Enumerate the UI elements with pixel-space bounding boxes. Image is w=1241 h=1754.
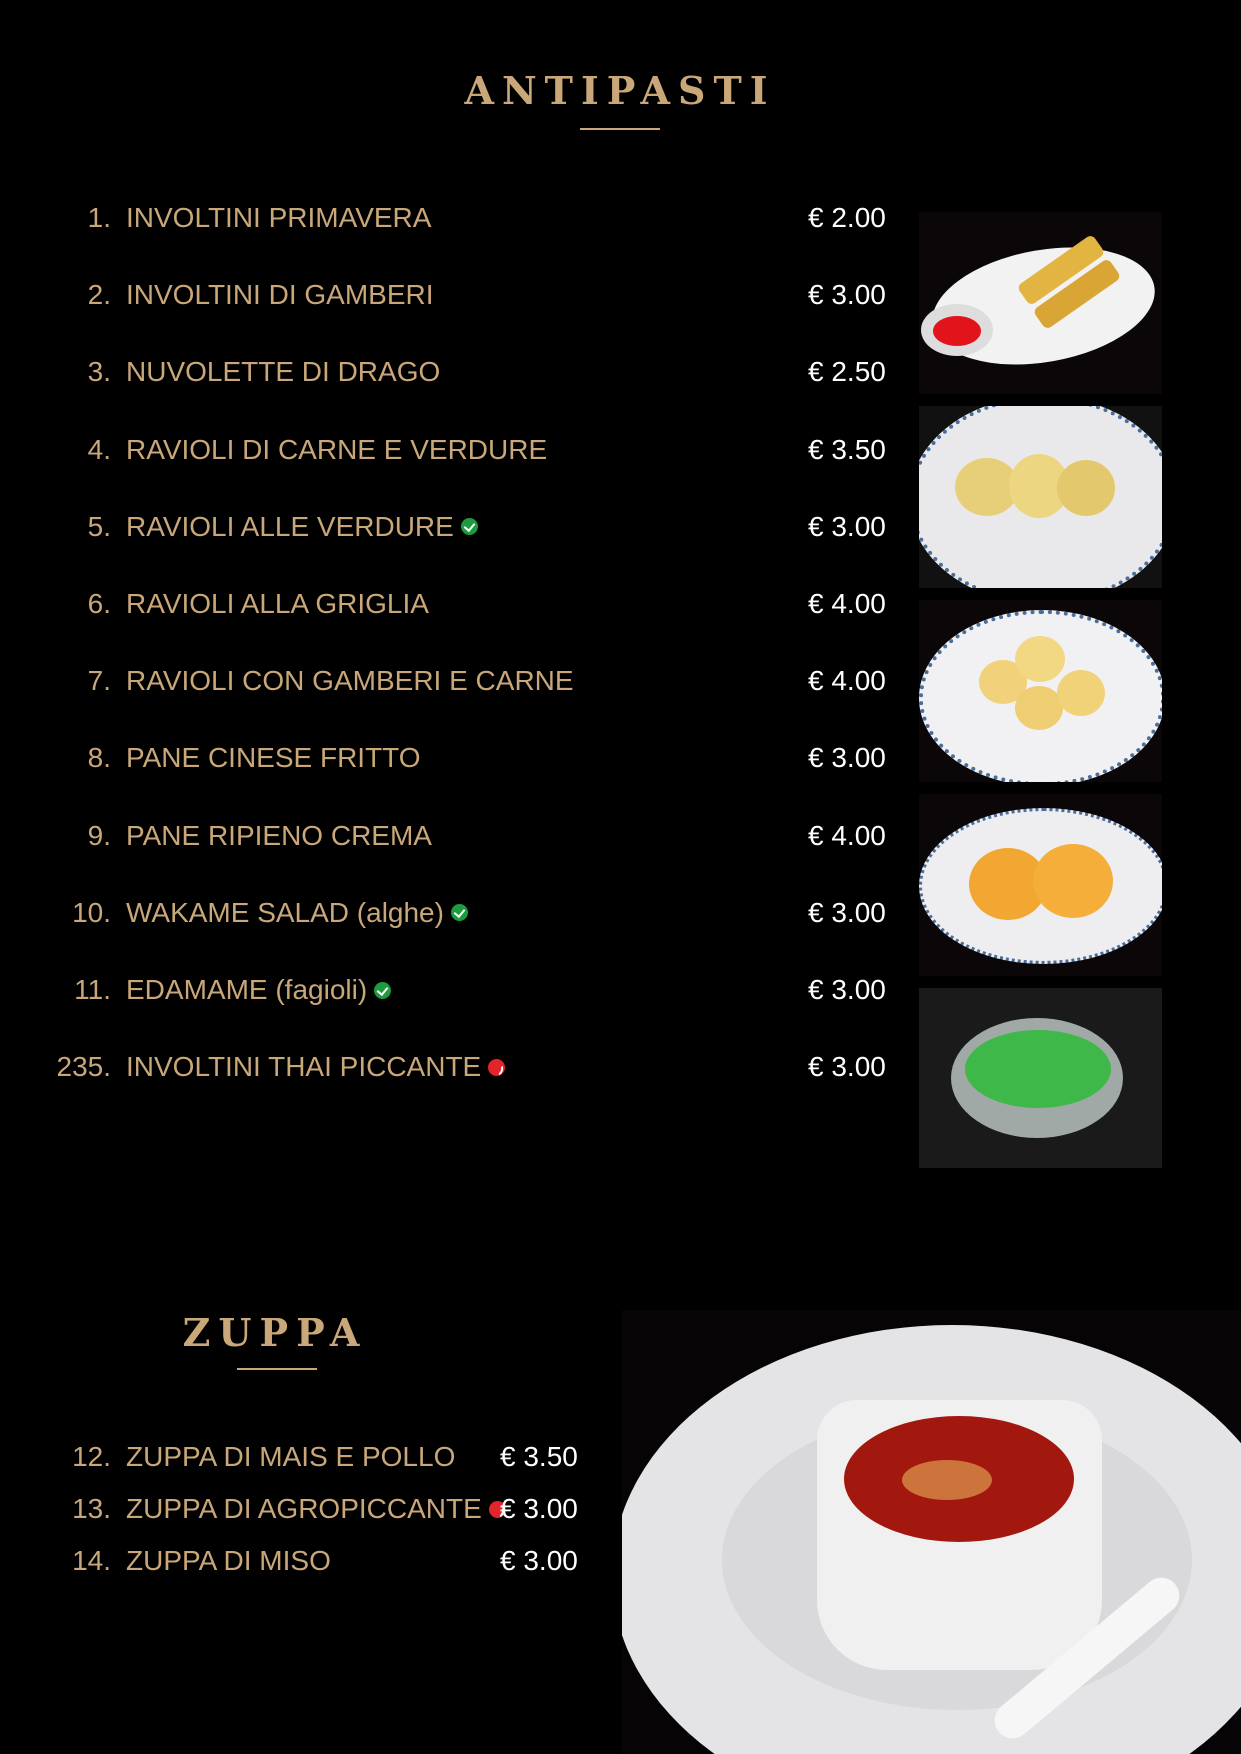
item-name-group <box>126 275 434 315</box>
antipasti-title-underline <box>580 128 660 130</box>
item-name-group <box>126 430 547 470</box>
item-name-group <box>126 738 421 778</box>
item-name-group <box>126 1047 505 1087</box>
vegetarian-icon <box>461 518 478 535</box>
antipasti-title: ANTIPASTI <box>464 68 776 113</box>
item-number: 12. <box>72 1441 111 1472</box>
item-price: € 3.00 <box>500 1493 578 1524</box>
item-price: € 4.00 <box>808 665 886 697</box>
item-name: INVOLTINI PRIMAVERA <box>126 202 432 233</box>
item-name: RAVIOLI ALLE VERDURE <box>126 510 454 542</box>
item-price: € 3.00 <box>808 974 886 1005</box>
spring-rolls-photo <box>919 212 1162 394</box>
item-price: € 4.00 <box>808 819 886 851</box>
item-number: 9. <box>87 819 111 851</box>
item-name: INVOLTINI DI GAMBERI <box>126 279 434 311</box>
item-name-group <box>126 893 468 933</box>
item-name: EDAMAME (fagioli) <box>126 974 368 1005</box>
fried-bread-photo <box>919 794 1162 976</box>
dumplings-photo <box>919 406 1162 588</box>
item-number: 6. <box>87 588 111 619</box>
item-name: RAVIOLI CON GAMBERI E CARNE <box>126 665 574 697</box>
item-name: ZUPPA DI AGROPICCANTE <box>126 1493 482 1524</box>
item-price: € 3.00 <box>808 742 886 774</box>
item-name: PANE CINESE FRITTO <box>126 742 421 774</box>
item-name: RAVIOLI DI CARNE E VERDURE <box>126 433 548 465</box>
item-number: 2. <box>87 279 111 311</box>
item-name: RAVIOLI ALLA GRIGLIA <box>126 588 429 619</box>
item-price: € 3.00 <box>808 896 886 928</box>
vegetarian-icon <box>451 904 468 921</box>
item-number: 235. <box>56 1051 111 1083</box>
item-number: 10. <box>72 896 111 928</box>
vegetarian-icon <box>374 982 391 999</box>
item-name: NUVOLETTE DI DRAGO <box>126 356 441 388</box>
spicy-icon <box>488 1059 505 1076</box>
item-number: 1. <box>87 202 111 233</box>
item-number: 3. <box>87 356 111 388</box>
zuppa-title-underline <box>237 1368 317 1370</box>
item-price: € 3.00 <box>808 279 886 311</box>
item-number: 7. <box>87 665 111 697</box>
item-price: € 3.00 <box>500 1545 578 1576</box>
item-price: € 3.50 <box>808 433 886 465</box>
item-name-group <box>126 661 574 701</box>
soup-photo <box>622 1310 1241 1754</box>
item-number: 8. <box>87 742 111 774</box>
item-name: ZUPPA DI MAIS E POLLO <box>126 1441 456 1472</box>
zuppa-title: ZUPPA <box>182 1310 368 1355</box>
item-name: WAKAME SALAD (alghe) <box>126 896 444 928</box>
wakame-photo <box>919 988 1162 1168</box>
item-number: 11. <box>74 974 111 1005</box>
item-number: 13. <box>72 1493 111 1524</box>
item-price: € 2.50 <box>808 356 886 388</box>
item-price: € 3.00 <box>808 510 886 542</box>
item-name: PANE RIPIENO CREMA <box>126 819 432 851</box>
item-name: INVOLTINI THAI PICCANTE <box>126 1051 482 1083</box>
item-price: € 3.50 <box>500 1441 578 1472</box>
item-name: ZUPPA DI MISO <box>126 1545 331 1576</box>
item-name-group <box>126 1437 455 1477</box>
item-name-group <box>126 352 440 392</box>
item-name-group <box>126 816 432 856</box>
item-name-group <box>126 1541 331 1581</box>
item-price: € 2.00 <box>808 202 886 233</box>
item-name-group <box>126 584 429 624</box>
wonton-photo <box>919 600 1162 782</box>
item-name-group <box>126 970 391 1010</box>
item-number: 4. <box>87 433 111 465</box>
item-name-group <box>126 1489 506 1529</box>
item-price: € 4.00 <box>808 588 886 619</box>
item-price: € 3.00 <box>808 1051 886 1083</box>
item-name-group <box>126 198 431 238</box>
item-name-group <box>126 507 478 547</box>
item-number: 14. <box>72 1545 111 1576</box>
item-number: 5. <box>87 510 111 542</box>
